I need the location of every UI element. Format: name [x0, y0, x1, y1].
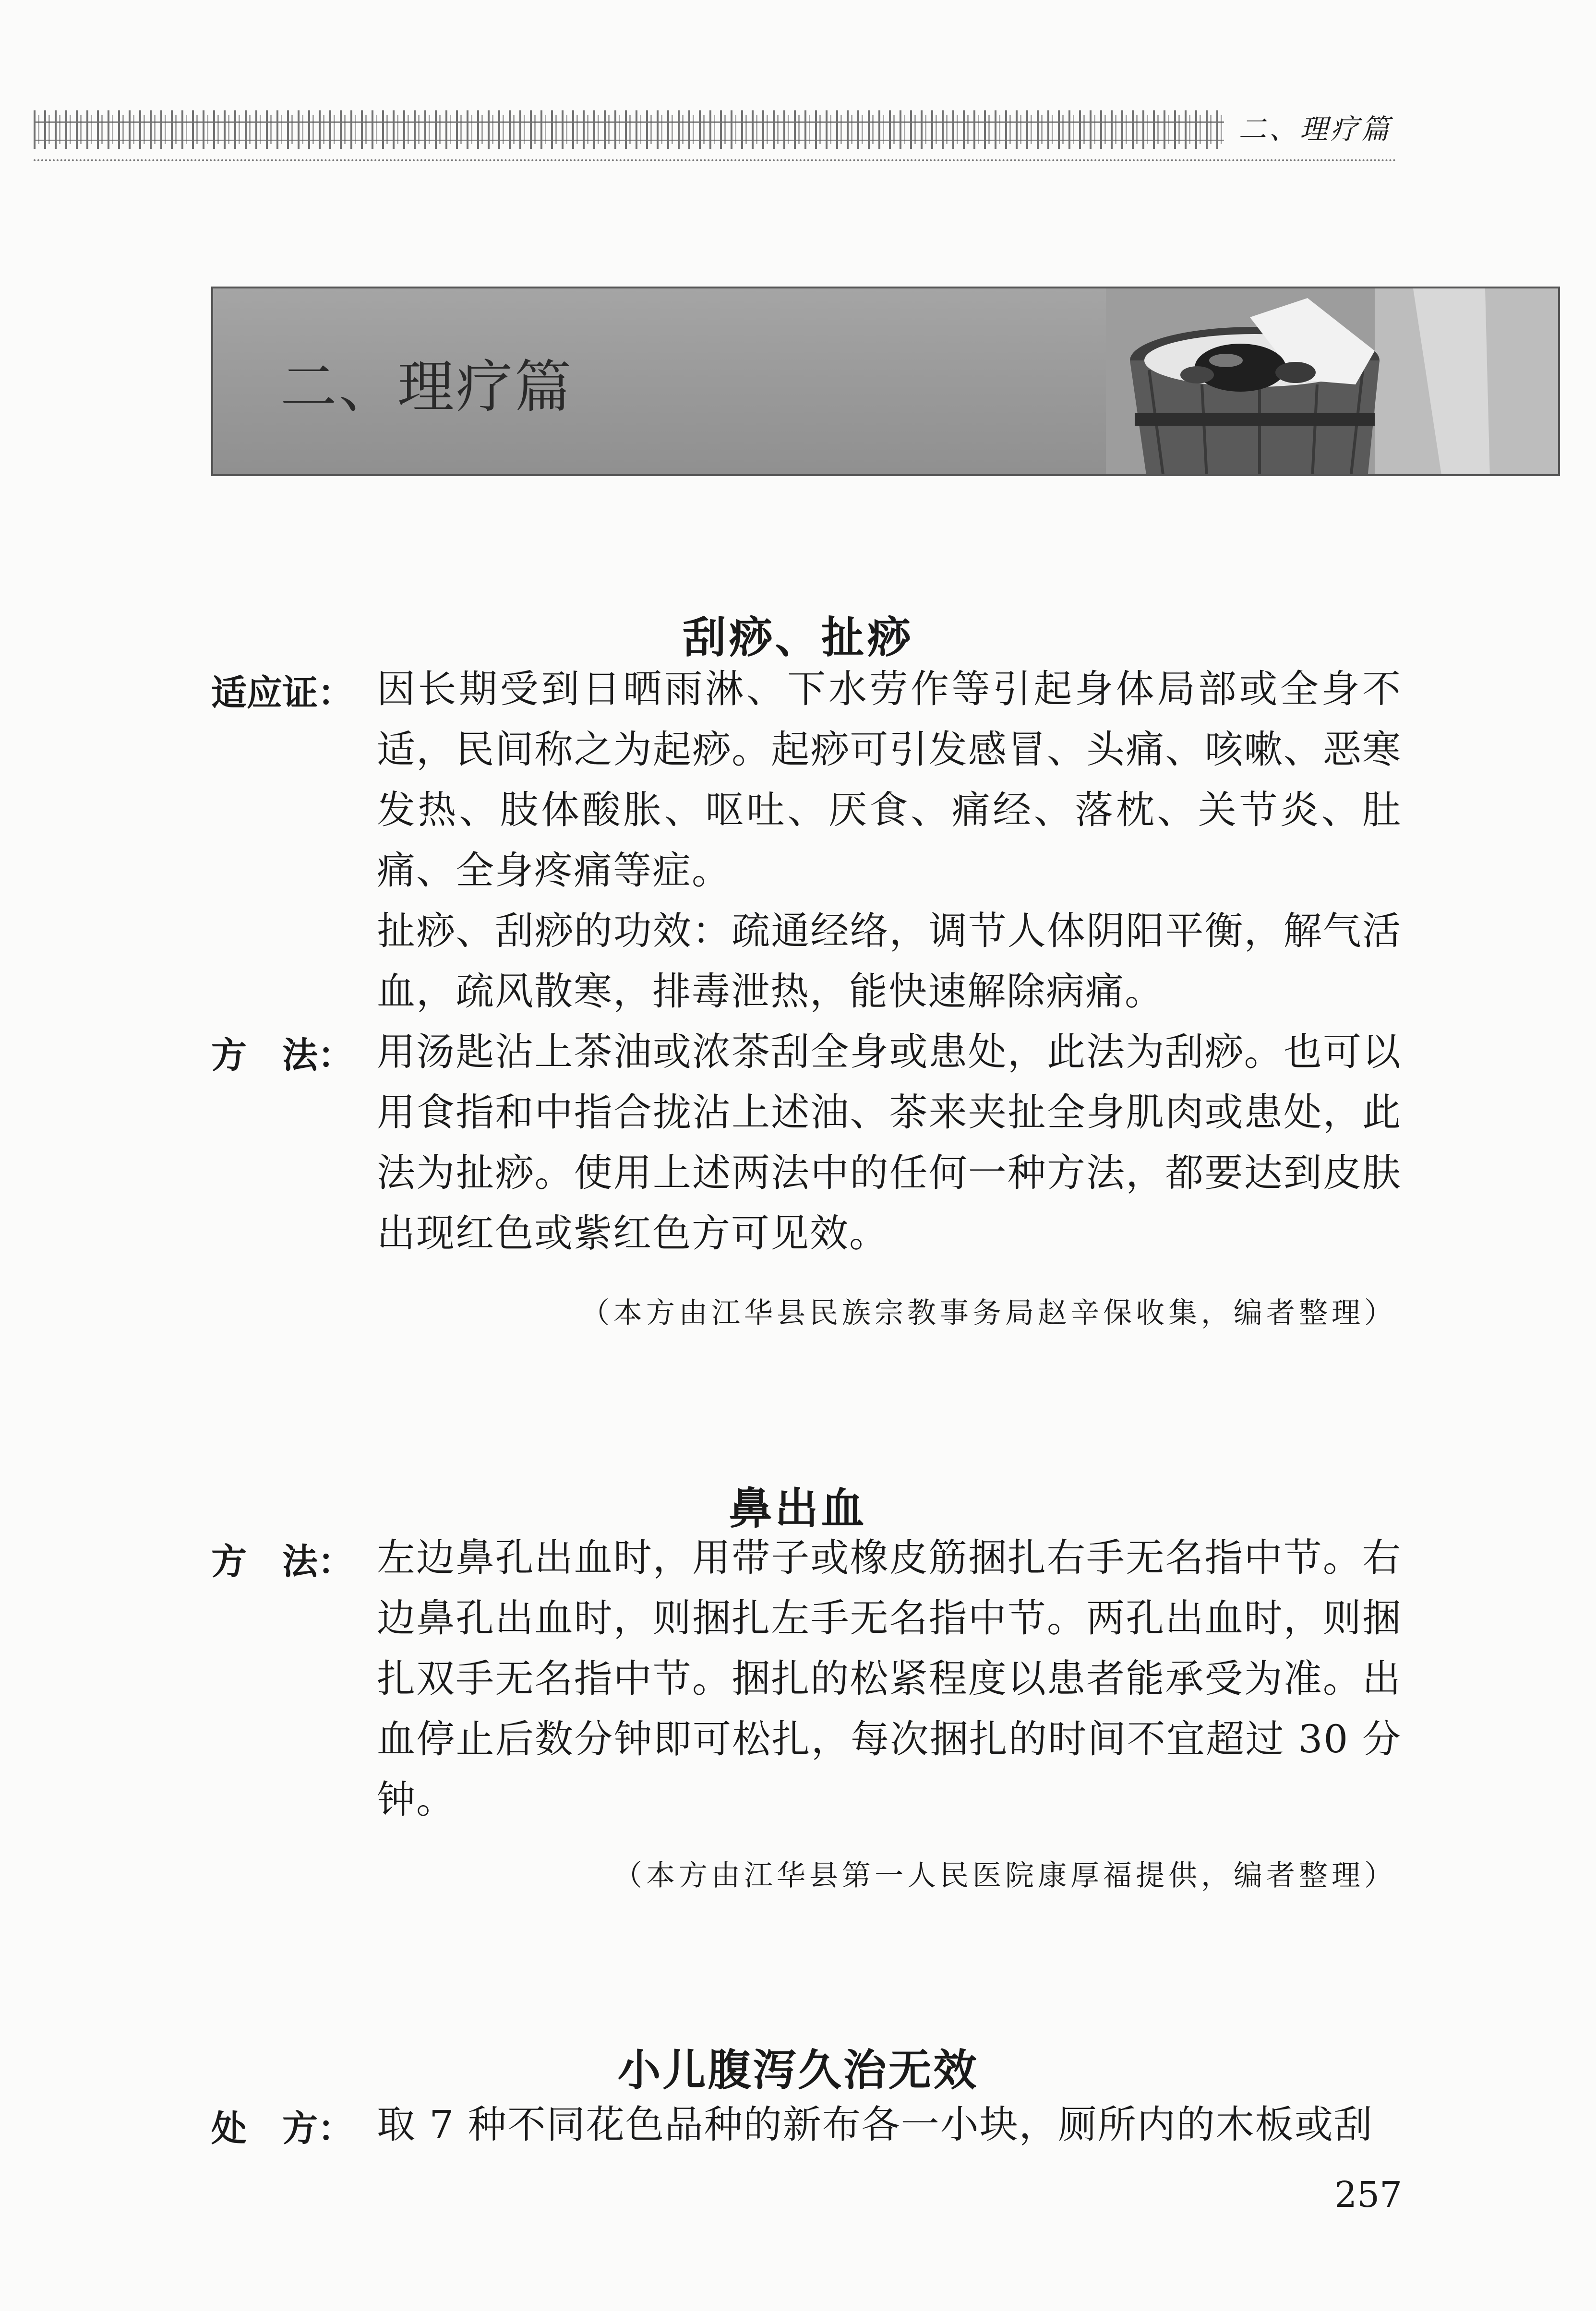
- prescription-label: 处 方：: [211, 2108, 353, 2149]
- method-text: 用汤匙沾上茶油或浓茶刮全身或患处，此法为刮痧。也可以用食指和中指合拢沾上述油、茶来夹扯全身肌肉或患处，此法为扯痧。使用上述两法中的任何一种方法，都要达到皮肤出现红色或紫红色方可见效。: [377, 1030, 1402, 1256]
- credit-line: （本方由江华县民族宗教事务局赵辛保收集，编者整理）: [581, 1296, 1397, 1330]
- section-title-guasha: 刮痧、扯痧: [683, 612, 913, 663]
- bucket-photo: [1106, 288, 1560, 476]
- method-text: 左边鼻孔出血时，用带子或橡皮筋捆扎右手无名指中节。右边鼻孔出血时，则捆扎左手无名指中节。两孔出血时，则捆扎双手无名指中节。捆扎的松紧程度以患者能承受为准。出血停止后数分钟即可松扎，每次捆扎的时间不宜超过 30 分钟。: [377, 1535, 1402, 1822]
- effect-text: 扯痧、刮痧的功效：疏通经络，调节人体阴阳平衡，解气活血，疏风散寒，排毒泄热，能快速解除病痛。: [377, 909, 1402, 1014]
- page-number: 257: [1334, 2174, 1403, 2215]
- running-head: 二、理疗篇: [1238, 113, 1392, 145]
- credit-line: （本方由江华县第一人民医院康厚福提供，编者整理）: [613, 1859, 1397, 1892]
- chapter-title: 二、理疗篇: [280, 354, 574, 420]
- indications-text: 因长期受到日晒雨淋、下水劳作等引起身体局部或全身不适，民间称之为起痧。起痧可引发感冒、头痛、咳嗽、恶寒发热、肢体酸胀、呕吐、厌食、痛经、落枕、关节炎、肚痛、全身疼痛等症。: [377, 667, 1402, 893]
- header-ornament-pattern: [34, 115, 1224, 144]
- header-rule: [34, 159, 1397, 161]
- prescription-text: 取 7 种不同花色品种的新布各一小块，厕所内的木板或刮: [377, 2102, 1373, 2147]
- method-label: 方 法：: [211, 1541, 353, 1582]
- chapter-banner: [211, 287, 1560, 476]
- section-title-nosebleed: 鼻出血: [729, 1483, 867, 1534]
- method-label: 方 法：: [211, 1035, 353, 1076]
- indications-label: 适应证：: [211, 672, 353, 714]
- section-title-infant-diarrhea: 小儿腹泻久治无效: [617, 2045, 979, 2095]
